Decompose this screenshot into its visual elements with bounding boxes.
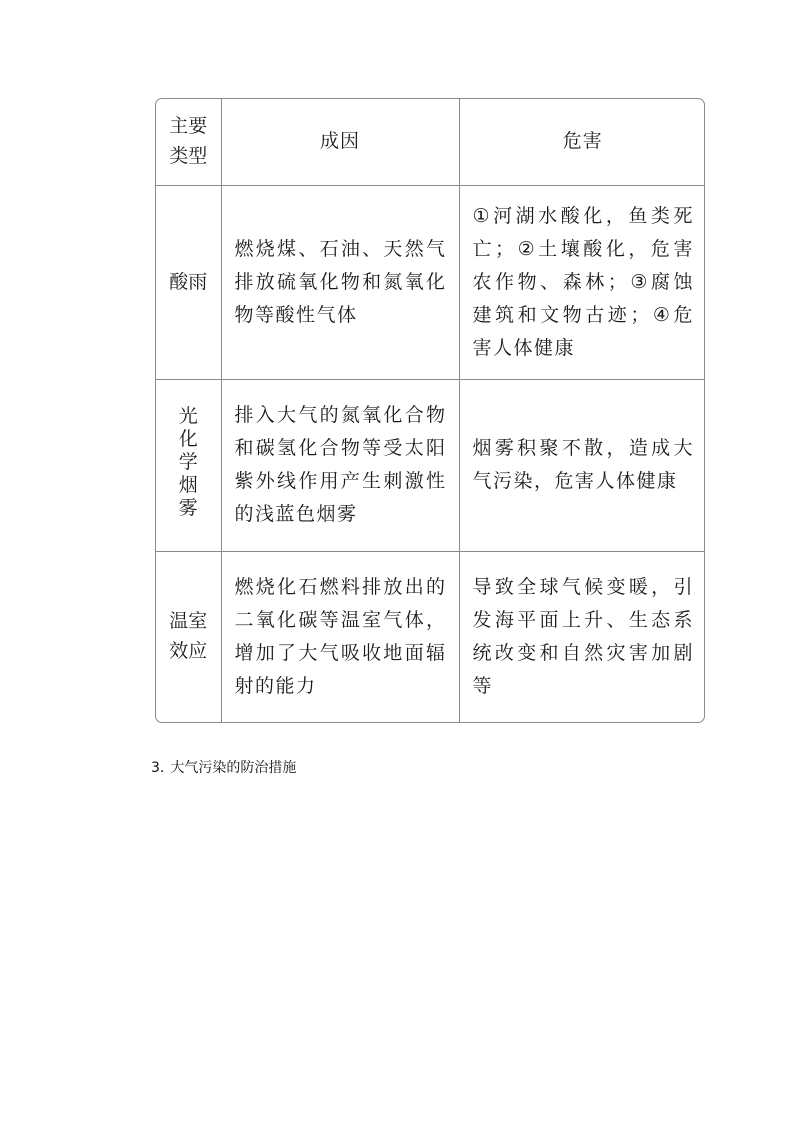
row-type: 酸雨 [169, 270, 208, 293]
table-header-row [156, 99, 705, 185]
row-type-cell [156, 379, 221, 551]
section-title: 大气污染的防治措施 [170, 760, 297, 776]
row-cause: 燃烧化石燃料排放出的二氧化碳等温室气体，增加了大气吸收地面辐射的能力 [221, 551, 459, 723]
row-harm: 烟雾积聚不散，造成大气污染，危害人体健康 [459, 379, 705, 551]
header-cause: 成因 [221, 99, 459, 185]
table-row [156, 379, 705, 551]
row-harm: ①河湖水酸化，鱼类死亡；②土壤酸化，危害农作物、森林；③腐蚀建筑和文物古迹；④危害人体健康 [459, 185, 705, 379]
pollution-types-table [155, 98, 705, 723]
header-type: 主要类型 [169, 114, 208, 167]
table-row [156, 551, 705, 723]
section-heading [151, 757, 296, 779]
row-type-cell [156, 185, 221, 379]
row-type: 温室效应 [169, 610, 208, 663]
row-harm: 导致全球气候变暖，引发海平面上升、生态系统改变和自然灾害加剧等 [459, 551, 705, 723]
table-row [156, 185, 705, 379]
pollution-table [156, 99, 705, 723]
section-number: 3. [151, 760, 165, 776]
header-harm: 危害 [459, 99, 705, 185]
row-type-cell [156, 551, 221, 723]
header-type-cell [156, 99, 221, 185]
row-cause: 燃烧煤、石油、天然气排放硫氧化物和氮氧化物等酸性气体 [221, 185, 459, 379]
row-cause: 排入大气的氮氧化合物和碳氢化合物等受太阳紫外线作用产生刺激性的浅蓝色烟雾 [221, 379, 459, 551]
row-type: 光化学烟雾 [178, 405, 198, 519]
